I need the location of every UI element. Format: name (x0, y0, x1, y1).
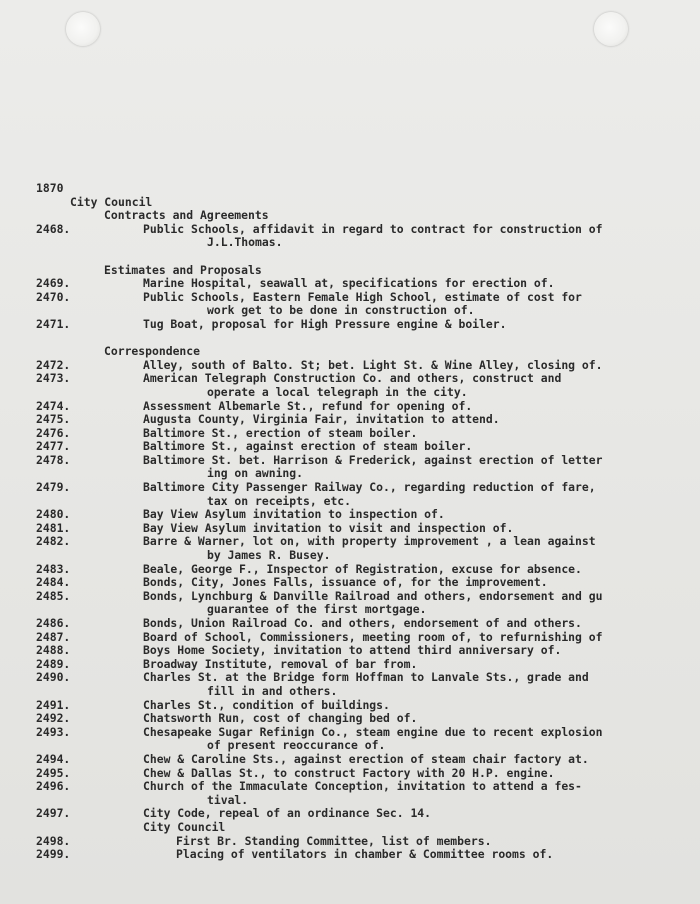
entry-number: 2486. (36, 616, 71, 630)
entry-number: 2474. (36, 398, 71, 413)
index-entry (0, 481, 700, 508)
entry-text: Bay View Asylum invitation to visit and inspection of. (143, 520, 514, 535)
index-entry (0, 400, 700, 414)
entry-number: 2493. (36, 724, 71, 739)
index-entry (0, 780, 700, 807)
entry-text: City Code, repeal of an ordinance Sec. 14. (143, 806, 432, 821)
punch-hole-left (66, 12, 100, 46)
entry-number: 2482. (36, 534, 71, 549)
spacer (0, 332, 700, 346)
index-entry (0, 372, 700, 399)
entry-number: 2472. (36, 357, 71, 372)
entry-text-continued: guarantee of the first mortgage. (207, 602, 427, 617)
entry-text: Bonds, City, Jones Falls, issuance of, for the improvement. (143, 575, 548, 590)
entry-text: Marine Hospital, seawall at, specifications for erection of. (143, 276, 555, 291)
index-entry (0, 835, 700, 849)
punch-hole-right (594, 12, 628, 46)
index-entry (0, 359, 700, 373)
entry-text-continued: fill in and others. (207, 683, 338, 698)
entry-text: Church of the Immaculate Conception, invitation to attend a fes- (143, 779, 582, 794)
entry-number: 2487. (36, 629, 71, 644)
entry-text: Alley, south of Balto. St; bet. Light St. & Wine Alley, closing of. (143, 357, 603, 372)
year-label: 1870 (36, 181, 64, 195)
entry-text: Charles St., condition of buildings. (143, 697, 390, 712)
entry-number: 2468. (36, 221, 71, 236)
entry-text-continued: work get to be done in construction of. (207, 303, 475, 318)
entry-text: Chew & Dallas St., to construct Factory with 20 H.P. engine. (143, 765, 555, 780)
entry-text-continued: operate a local telegraph in the city. (207, 384, 468, 399)
entry-text: Baltimore St., erection of steam boiler. (143, 425, 418, 440)
section-heading: City Council (70, 194, 153, 209)
index-entry (0, 631, 700, 645)
index-entry (0, 658, 700, 672)
entry-text: Chesapeake Sugar Refinign Co., steam engine due to recent explosion (143, 724, 603, 739)
index-entry (0, 454, 700, 481)
entry-text: Bonds, Union Railroad Co. and others, endorsement of and others. (143, 616, 582, 630)
entry-number: 2481. (36, 520, 71, 535)
index-entry (0, 767, 700, 781)
entry-text: Placing of ventilators in chamber & Committee rooms of. (176, 847, 554, 862)
index-entry (0, 726, 700, 753)
entry-text: Chatsworth Run, cost of changing bed of. (143, 711, 418, 726)
entry-text: Augusta County, Virginia Fair, invitation to attend. (143, 412, 500, 427)
entry-number: 2496. (36, 779, 71, 794)
entry-number: 2471. (36, 316, 71, 331)
entry-number: 2478. (36, 452, 71, 467)
entry-text: Bonds, Lynchburg & Danville Railroad and others, endorsement and gu (143, 588, 603, 603)
entry-number: 2494. (36, 751, 71, 766)
entry-text: Public Schools, Eastern Female High School, estimate of cost for (143, 289, 582, 304)
entry-text-continued: by James R. Busey. (207, 548, 331, 563)
entry-number: 2490. (36, 670, 71, 685)
index-entry (0, 563, 700, 577)
entry-text-continued: of present reoccurance of. (207, 738, 386, 753)
entry-text: First Br. Standing Committee, list of members. (176, 833, 492, 848)
entry-text: Beale, George F., Inspector of Registration, excuse for absence. (143, 561, 582, 576)
entry-text: Baltimore City Passenger Railway Co., regarding reduction of fare, (143, 480, 596, 495)
entry-number: 2488. (36, 643, 71, 658)
entry-number: 2485. (36, 588, 71, 603)
entry-number: 2477. (36, 439, 71, 454)
entry-text: American Telegraph Construction Co. and others, construct and (143, 371, 562, 386)
entry-text-continued: City Council (143, 819, 226, 834)
entry-text: Broadway Institute, removal of bar from. (143, 656, 418, 671)
entry-text-continued: ing on awning. (207, 466, 304, 481)
entry-text: Public Schools, affidavit in regard to contract for construction of (143, 221, 603, 236)
entry-text: Board of School, Commissioners, meeting room of, to refurnishing of (143, 629, 603, 644)
entry-number: 2470. (36, 289, 71, 304)
entry-number: 2499. (36, 847, 71, 862)
index-listing (0, 182, 700, 862)
entry-text-continued: J.L.Thomas. (207, 235, 283, 250)
index-entry (0, 413, 700, 427)
entry-text: Baltimore St. bet. Harrison & Frederick, against erection of letter (143, 452, 603, 467)
entry-number: 2480. (36, 507, 71, 522)
index-entry (0, 318, 700, 332)
index-entry (0, 277, 700, 291)
entry-text-continued: tival. (207, 792, 249, 807)
index-entry (0, 848, 700, 862)
entry-number: 2489. (36, 656, 71, 671)
index-entry (0, 440, 700, 454)
index-entry (0, 427, 700, 441)
index-entry (0, 535, 700, 562)
index-entry (0, 617, 700, 631)
entry-text: Boys Home Society, invitation to attend third anniversary of. (143, 643, 562, 658)
entry-text: Tug Boat, proposal for High Pressure engine & boiler. (143, 316, 507, 331)
entry-number: 2498. (36, 833, 71, 848)
entry-number: 2476. (36, 425, 71, 440)
entry-text: Assessment Albemarle St., refund for opening of. (143, 398, 473, 413)
entry-number: 2484. (36, 575, 71, 590)
group-heading: Correspondence (104, 344, 201, 359)
index-entry (0, 753, 700, 767)
entry-text: Bay View Asylum invitation to inspection of. (143, 507, 445, 522)
entry-number: 2473. (36, 371, 71, 386)
index-entry (0, 522, 700, 536)
index-entry (0, 644, 700, 658)
entry-text: Charles St. at the Bridge form Hoffman to Lanvale Sts., grade and (143, 670, 589, 685)
entry-number: 2475. (36, 412, 71, 427)
entry-text: Barre & Warner, lot on, with property improvement , a lean against (143, 534, 596, 549)
entry-number: 2491. (36, 697, 71, 712)
index-entry (0, 508, 700, 522)
entry-number: 2479. (36, 480, 71, 495)
index-entry (0, 223, 700, 250)
index-entry (0, 699, 700, 713)
group-heading: Estimates and Proposals (104, 262, 262, 277)
entry-number: 2492. (36, 711, 71, 726)
index-entry (0, 712, 700, 726)
entry-text-continued: tax on receipts, etc. (207, 493, 352, 508)
index-entry (0, 576, 700, 590)
entry-number: 2469. (36, 276, 71, 291)
index-entry (0, 590, 700, 617)
group-heading: Contracts and Agreements (104, 208, 269, 223)
entry-number: 2483. (36, 561, 71, 576)
entry-number: 2495. (36, 765, 71, 780)
entry-text: Chew & Caroline Sts., against erection of steam chair factory at. (143, 751, 589, 766)
entry-text: Baltimore St., against erection of steam boiler. (143, 439, 473, 454)
index-entry (0, 291, 700, 318)
entry-number: 2497. (36, 806, 71, 821)
index-entry (0, 807, 700, 834)
index-entry (0, 671, 700, 698)
spacer (0, 250, 700, 264)
